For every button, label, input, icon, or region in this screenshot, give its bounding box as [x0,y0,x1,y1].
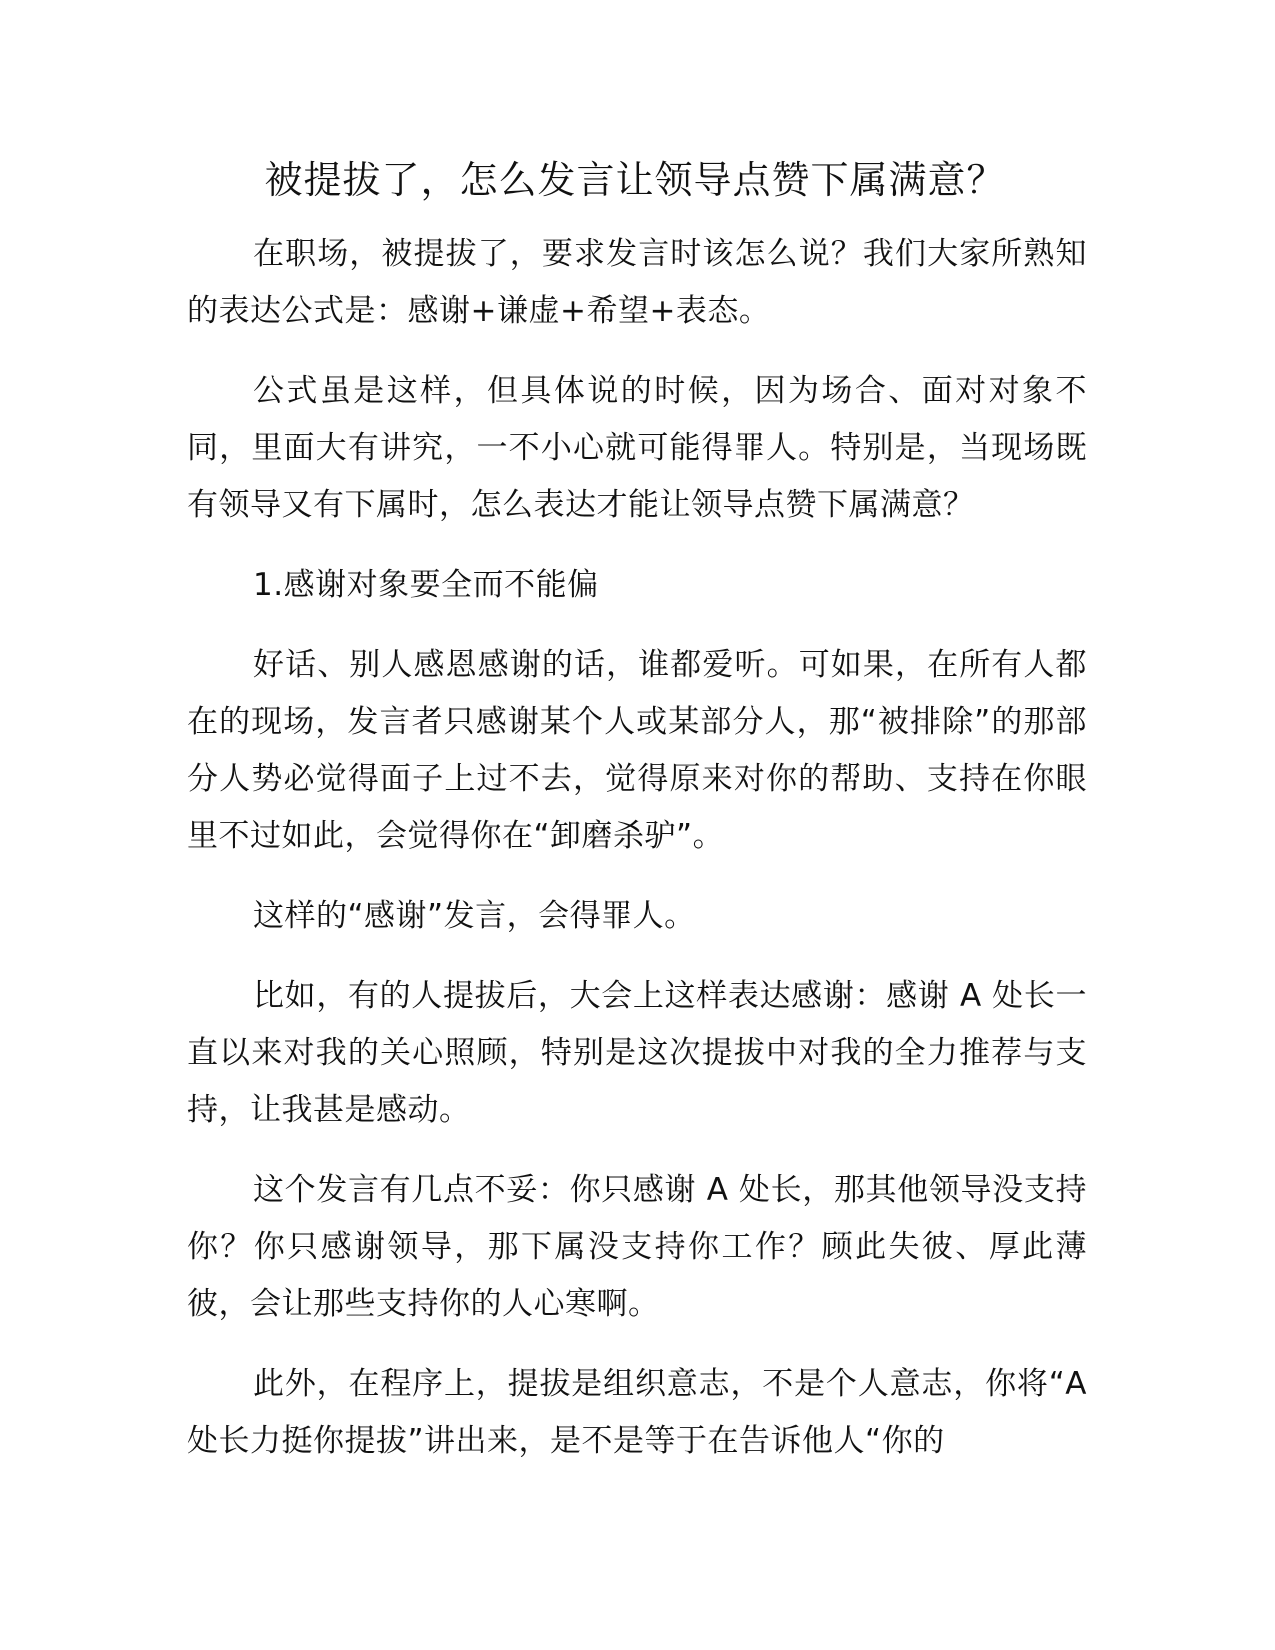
paragraph-formula-note: 公式虽是这样，但具体说的时候，因为场合、面对对象不同，里面大有讲究，一不小心就可能得罪人。特别是，当现场既有领导又有下属时，怎么表达才能让领导点赞下属满意？ [187,373,1087,523]
paragraph-intro: 在职场，被提拔了，要求发言时该怎么说？我们大家所熟知的表达公式是：感谢+谦虚+希望+表态。 [187,236,1087,329]
paragraph-thanks-everyone: 好话、别人感恩感谢的话，谁都爱听。可如果，在所有人都在的现场，发言者只感谢某个人或某部分人，那“被排除”的那部分人势必觉得面子上过不去，觉得原来对你的帮助、支持在你眼里不过如此，会觉得你在“卸磨杀驴”。 [187,647,1087,854]
document-title: 被提拔了，怎么发言让领导点赞下属满意？ [264,158,1006,202]
paragraph-problems: 这个发言有几点不妥：你只感谢 A 处长，那其他领导没支持你？你只感谢领导，那下属没支持你工作？顾此失彼、厚此薄彼，会让那些支持你的人心寒啊。 [187,1172,1087,1322]
document-body [187,226,1087,1493]
paragraph-offend: 这样的“感谢”发言，会得罪人。 [253,898,696,934]
paragraph-example: 比如，有的人提拔后，大会上这样表达感谢：感谢 A 处长一直以来对我的关心照顾，特别是这次提拔中对我的全力推荐与支持，让我甚是感动。 [187,978,1087,1128]
section-heading-1: 1.感谢对象要全而不能偏 [253,567,599,603]
paragraph-procedure: 此外，在程序上，提拔是组织意志，不是个人意志，你将“A 处长力挺你提拔”讲出来，是不是等于在告诉他人“你的 [187,1366,1087,1459]
